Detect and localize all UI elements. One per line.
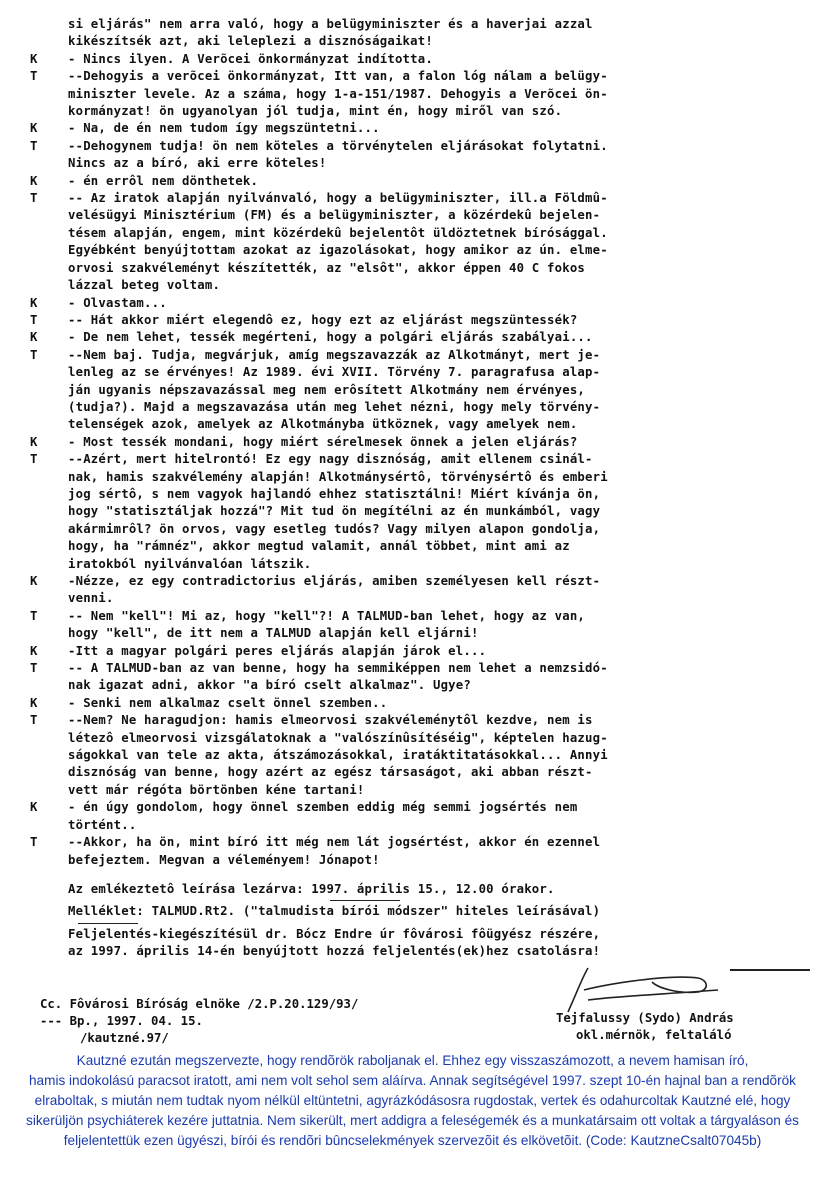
transcript-line: [30, 68, 810, 85]
line-text: - Senki nem alkalmaz cselt önnel szemben..: [68, 695, 388, 710]
speaker-marker: K: [30, 434, 38, 449]
transcript-line: [30, 329, 810, 346]
line-text: --Akkor, ha ön, mint bíró itt még nem lát jogsértést, akkor én ezennel: [68, 835, 601, 850]
line-text: -- Hát akkor miért elegendô ez, hogy ezt az eljárást megszüntessék?: [68, 312, 578, 327]
speaker-marker: K: [30, 173, 38, 188]
line-text: ságokkal van tele az akta, átszámozásokkal, iratáktitatásokkal... Annyi: [68, 748, 608, 763]
line-text: si eljárás" nem arra való, hogy a belügyminiszter és a haverjai azzal: [68, 17, 593, 31]
line-text: tésem alapján, engem, mint közérdekû bejelentôt üldöztetnek bírósággal.: [68, 225, 608, 240]
line-text: miniszter levele. Az a száma, hogy 1-a-151/1987. Dehogyis a Verõcei ön-: [68, 86, 608, 101]
signer-name: Tejfalussy (Sydo) András: [556, 1011, 734, 1025]
speaker-marker: T: [30, 661, 38, 676]
transcript-line: [30, 712, 810, 729]
transcript-line: [30, 260, 810, 277]
signature-rule: [730, 969, 810, 971]
transcript-line: [30, 608, 810, 625]
transcript-line: [30, 382, 810, 399]
speaker-marker: T: [30, 138, 38, 153]
transcript-line: [30, 51, 810, 68]
transcript-line: [30, 120, 810, 137]
speaker-marker: K: [30, 800, 38, 815]
caption-line: feljelentettük ezen ügyészi, bírói és rendõri bûncselekmények szervezõit és elkövetõit. (Code: KautzneCsalt07045b): [63, 1133, 762, 1148]
transcript-line: [30, 364, 810, 381]
line-text: befejeztem. Megvan a véleményem! Jónapot!: [68, 852, 380, 867]
line-text: Egyébként benyújtottam azokat az igazolásokat, hogy amikor az ún. elme-: [68, 243, 608, 258]
line-text: iratokból nyilvánvalóan látszik.: [68, 556, 312, 571]
line-text: disznóság van benne, hogy azért az egész társaságot, aki abban részt-: [68, 765, 593, 780]
line-text: --Azért, mert hitelrontó! Ez egy nagy disznóság, amit ellenem csinál-: [68, 452, 593, 467]
transcript-line: [30, 399, 810, 416]
speaker-marker: T: [30, 835, 38, 850]
line-text: - Most tessék mondani, hogy miért sérelmesek önnek a jelen eljárás?: [68, 434, 578, 449]
line-text: - De nem lehet, tessék megérteni, hogy a polgári eljárás szabályai...: [68, 330, 593, 345]
footer-left: [40, 996, 358, 1047]
speaker-marker: K: [30, 695, 38, 710]
transcript-line: [30, 347, 810, 364]
line-text: -- Az iratok alapján nyilvánvaló, hogy a belügyminiszter, ill.a Földmû-: [68, 191, 608, 206]
transcript-line: [30, 225, 810, 242]
cc-line: Cc. Fôvárosi Bíróság elnöke /2.P.20.129/93/: [40, 997, 359, 1011]
speaker-marker: T: [30, 347, 38, 362]
transcript-line: [30, 312, 810, 329]
transcript-line: [30, 782, 810, 799]
transcript-line: [30, 16, 810, 33]
speaker-marker: T: [30, 713, 38, 728]
transcript-line: [30, 173, 810, 190]
transcript-line: [30, 590, 810, 607]
line-text: lenleg az se érvényes! Az 1989. évi XVII. Törvény 7. paragrafusa alap-: [68, 365, 601, 380]
caption-line: Kautzné ezután megszervezte, hogy rendõrök raboljanak el. Ehhez egy visszaszámozott, a nevem hamisan író,: [76, 1053, 749, 1068]
transcript-line: [30, 834, 810, 851]
transcript-line: [30, 33, 810, 50]
transcript-line: [30, 207, 810, 224]
transcript-line: [30, 503, 810, 520]
line-text: jog sértô, s nem vagyok hajlandó ehhez statisztálni! Miért kívánja ön,: [68, 486, 601, 501]
line-text: orvosi szakvéleményt készítették, az "elsôt", akkor éppen 40 C fokos: [68, 260, 586, 275]
transcript-line: [30, 730, 810, 747]
speaker-marker: K: [30, 51, 38, 66]
speaker-marker: K: [30, 330, 38, 345]
transcript-line: [30, 573, 810, 590]
transcript-line: [30, 242, 810, 259]
line-text: -Nézze, ez egy contradictorius eljárás, amiben személyesen kell részt-: [68, 574, 601, 588]
caption-line: elraboltak, s miután nem tudtak nyom nélkül eltüntetni, agyrázkódásosra rugdostak, vertek és odahurcoltak Kautzné elé, hogy: [34, 1093, 791, 1108]
transcript-line: [30, 660, 810, 677]
divider: [78, 923, 138, 924]
line-text: --Nem? Ne haragudjon: hamis elmeorvosi szakvéleménytôl kezdve, nem is: [68, 713, 593, 728]
speaker-marker: K: [30, 643, 38, 658]
line-text: --Dehogynem tudja! ön nem köteles a törvénytelen eljárásokat folytatni.: [68, 138, 608, 153]
divider: [330, 900, 400, 901]
transcript-line: [30, 416, 810, 433]
line-text: velésügyi Minisztérium (FM) és a belügyminiszter, a közérdekû bejelen-: [68, 208, 601, 223]
line-text: kikészítsék azt, aki leleplezi a disznóságaikat!: [68, 34, 433, 49]
reference: /kautzné.97/: [80, 1031, 169, 1045]
speaker-marker: K: [30, 121, 38, 136]
transcript-line: [30, 643, 810, 660]
transcript-line: [30, 677, 810, 694]
transcript-line: [30, 625, 810, 642]
line-text: telenségek azok, amelyek az Alkotmányba ütköznek, vagy amelyek nem.: [68, 417, 578, 432]
transcript-line: [30, 295, 810, 312]
line-text: kormányzat! ön ugyanolyan jól tudja, mint én, hogy miről van szó.: [68, 104, 563, 119]
transcript: [30, 16, 810, 961]
supplement-line: Feljelentés-kiegészítésül dr. Bócz Endre úr fôvárosi fôügyész részére,: [68, 926, 601, 941]
line-text: --Nem baj. Tudja, megvárjuk, amíg megszavazzák az Alkotmányt, mert je-: [68, 347, 601, 362]
line-text: - én úgy gondolom, hogy önnel szemben eddig még semmi jogsértés nem: [68, 800, 578, 815]
speaker-marker: T: [30, 452, 38, 467]
line-text: lázzal beteg voltam.: [68, 278, 221, 293]
transcript-line: [30, 86, 810, 103]
transcript-line: [30, 190, 810, 207]
caption-line: hamis indokolású paracsot iratott, ami nem volt sehol sem aláírva. Annak segítségével 1997. szept 10-én hajnal ban a rendõrök: [29, 1073, 796, 1088]
blue-caption: [0, 1051, 825, 1151]
transcript-line: [30, 521, 810, 538]
line-text: venni.: [68, 591, 114, 606]
transcript-line: [30, 469, 810, 486]
line-text: -Itt a magyar polgári peres eljárás alapján járok el...: [68, 643, 487, 658]
transcript-line: [30, 817, 810, 834]
attachment-line: Melléklet: TALMUD.Rt2. ("talmudista bírói módszer" hiteles leírásával): [68, 904, 601, 919]
speaker-marker: T: [30, 191, 38, 206]
supplement-line: az 1997. április 14-én benyújtott hozzá feljelentés(ek)hez csatolásra!: [68, 944, 601, 959]
line-text: - Nincs ilyen. A Verõcei önkormányzat indította.: [68, 51, 433, 66]
signer-title: okl.mérnök, feltaláló: [576, 1028, 732, 1042]
transcript-line: [30, 138, 810, 155]
transcript-line: [30, 155, 810, 172]
line-text: vett már régóta börtönben kéne tartani!: [68, 782, 365, 797]
transcript-line: [30, 799, 810, 816]
line-text: ján ugyanis népszavazással meg nem erôsített Alkotmány nem érvényes,: [68, 382, 586, 397]
speaker-marker: K: [30, 574, 38, 588]
line-text: --Dehogyis a verõcei önkormányzat, Itt van, a falon lóg nálam a belügy-: [68, 69, 608, 84]
line-text: Nincs az a bíró, aki erre köteles!: [68, 156, 327, 171]
transcript-line: [30, 486, 810, 503]
line-text: akármimrôl? ön orvos, vagy esetleg tudós? Vagy milyen alapon gondolja,: [68, 521, 601, 536]
transcript-line: [30, 764, 810, 781]
line-text: nak igazat adni, akkor "a bíró cselt alkalmaz". Ugye?: [68, 678, 471, 693]
speaker-marker: T: [30, 608, 38, 623]
transcript-line: [30, 695, 810, 712]
line-text: - Na, de én nem tudom így megszüntetni...: [68, 121, 380, 136]
line-text: nak, hamis szakvélemény alapján! Alkotmánysértô, törvénysértô és emberi: [68, 469, 608, 484]
transcript-line: [30, 556, 810, 573]
transcript-line: [30, 747, 810, 764]
line-text: hogy, ha "rámnéz", akkor megtud valamit, annál többet, mint ami az: [68, 539, 570, 554]
place-date: --- Bp., 1997. 04. 15.: [40, 1014, 203, 1028]
transcript-line: [30, 451, 810, 468]
line-text: hogy "statisztáljak hozzá"? Mit tud ön megítélni az én munkámból, vagy: [68, 504, 601, 519]
line-text: -- Nem "kell"! Mi az, hogy "kell"?! A TALMUD-ban lehet, hogy az van,: [68, 608, 586, 623]
line-text: (tudja?). Majd a megszavazása után meg lehet nézni, hogy mely törvény-: [68, 399, 601, 414]
transcript-line: [30, 538, 810, 555]
speaker-marker: K: [30, 295, 38, 310]
transcript-line: [30, 852, 810, 869]
speaker-marker: T: [30, 312, 38, 327]
record-closed-line: Az emlékeztetô leírása lezárva: 1997. április 15., 12.00 órakor.: [68, 881, 555, 896]
line-text: történt..: [68, 817, 137, 832]
line-text: - én errôl nem dönthetek.: [68, 173, 259, 188]
footer-right: [556, 1010, 734, 1044]
caption-line: sikerüljön psychiáterek kezére juttatnia. Nem sikerült, mert addigra a feleségemék és a munkatársaim ott voltak a tárgyaláson és: [26, 1113, 799, 1128]
line-text: -- A TALMUD-ban az van benne, hogy ha semmiképpen nem lehet a nemzsidó-: [68, 661, 608, 676]
transcript-line: [30, 434, 810, 451]
transcript-line: [30, 103, 810, 120]
speaker-marker: T: [30, 69, 38, 84]
line-text: - Olvastam...: [68, 295, 167, 310]
transcript-line: [30, 277, 810, 294]
line-text: létezô elmeorvosi vizsgálatoknak a "valószínûsítéséig", képtelen hazug-: [68, 730, 608, 745]
line-text: hogy "kell", de itt nem a TALMUD alapján kell eljárni!: [68, 626, 479, 641]
